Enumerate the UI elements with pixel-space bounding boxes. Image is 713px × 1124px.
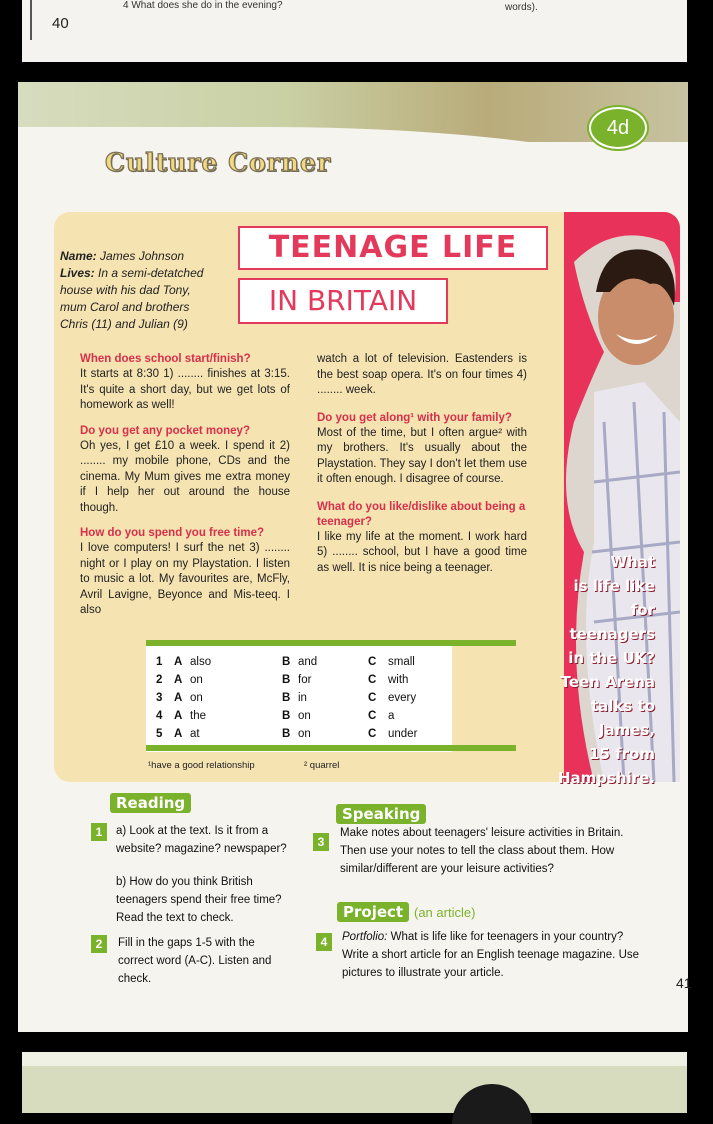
name-label: Name: [60, 249, 97, 263]
option-a: on [190, 692, 203, 704]
footnote-2: ² quarrel [304, 760, 340, 771]
option-b: on [298, 710, 311, 722]
exercise-2: Fill in the gaps 1-5 with the correct word (A-C). Listen and check. [118, 937, 272, 985]
caption-line: What [610, 553, 655, 571]
previous-page-question: 4 What does she do in the evening? [123, 0, 283, 11]
exercise-4 [342, 928, 652, 982]
option-letter: A [174, 692, 183, 704]
exercise-number: 2 [91, 935, 107, 953]
exercise-number: 4 [316, 933, 332, 951]
option-letter: A [174, 674, 183, 686]
article-column-1 [80, 352, 290, 619]
answer-text: Most of the time, but I often argue² with my brothers. It's usually about the Playstation. They say I don't let them use it often enough. I disagree of course. [317, 426, 527, 485]
option-letter: A [174, 728, 183, 740]
previous-page-number: 40 [52, 15, 69, 32]
option-a: the [190, 710, 206, 722]
option-number: 4 [156, 710, 163, 722]
option-letter: B [282, 710, 291, 722]
option-number: 5 [156, 728, 163, 740]
question-heading: When does school start/finish? [80, 353, 251, 365]
option-row [156, 710, 456, 728]
option-b: in [298, 692, 307, 704]
exercise-1a: a) Look at the text. Is it from a website? magazine? newspaper? [116, 825, 287, 855]
caption-line: is life like [573, 577, 655, 595]
exercise-3: Make notes about teenagers' leisure activities in Britain. Then use your notes to tell the class about them. How similar/different are your leisure activities? [340, 827, 624, 875]
option-c: a [388, 710, 395, 722]
option-number: 2 [156, 674, 163, 686]
option-a: on [190, 674, 203, 686]
article-column-2 [317, 352, 527, 576]
caption-line: in the UK? [568, 649, 655, 667]
option-b: and [298, 656, 318, 668]
option-number: 3 [156, 692, 163, 704]
option-row [156, 692, 456, 710]
answer-text: I like my life at the moment. I work hard 5) ........ school, but I have a good time as well. It is nice being a teenager. [317, 530, 527, 574]
question-heading: Do you get any pocket money? [80, 424, 250, 437]
option-letter: C [368, 710, 377, 722]
caption-line: 15 from [589, 745, 655, 763]
option-letter: C [368, 728, 377, 740]
option-row [156, 674, 456, 692]
option-a: at [190, 728, 200, 740]
next-page-banner [22, 1066, 687, 1113]
lives-label: Lives: [60, 266, 95, 280]
project-heading: Project [337, 902, 409, 922]
option-row [156, 728, 456, 746]
previous-page-fragment: words). [505, 2, 538, 13]
question-heading: What do you like/dislike about being a teenager? [317, 500, 526, 528]
option-c: every [388, 692, 417, 704]
margin-line [30, 0, 32, 40]
option-c: under [388, 728, 418, 740]
options-top-bar [146, 640, 516, 646]
speaking-heading: Speaking [336, 804, 426, 824]
option-c: with [388, 674, 409, 686]
footnote-1: ¹have a good relationship [148, 760, 255, 771]
caption-line: talks to [590, 697, 655, 715]
option-letter: C [368, 656, 377, 668]
option-letter: C [368, 692, 377, 704]
option-letter: C [368, 674, 377, 686]
option-b: for [298, 674, 312, 686]
option-letter: B [282, 656, 291, 668]
option-letter: B [282, 692, 291, 704]
article-title-line1: TEENAGE LIFE [238, 226, 548, 270]
profile-name: James Johnson [100, 249, 185, 263]
exercise-number: 1 [91, 823, 107, 841]
answer-text: I love computers! I surf the net 3) ........ night or I play on my Playstation. I listen to music a lot. My favourites are, McFly, Avril Lavigne, Beyonce and Mis-teeq. I also [80, 542, 290, 616]
caption-line: Hampshire. [557, 769, 655, 787]
option-number: 1 [156, 656, 163, 668]
article-title-line2: IN BRITAIN [238, 278, 448, 324]
exercise-1b: b) How do you think British teenagers spend their free time? Read the text to check. [116, 876, 282, 924]
profile-block [60, 248, 210, 333]
caption-line: Teen Arena [560, 673, 655, 691]
profile-lives: In a semi-detatched house with his dad Tony, mum Carol and brothers Chris (11) and Julian (9) [60, 266, 204, 331]
exercise-number: 3 [313, 833, 329, 851]
project-subtitle: (an article) [414, 905, 476, 920]
portfolio-label: Portfolio: [342, 931, 388, 943]
answer-text: It starts at 8:30 1) ........ finishes at 3:15. It's quite a short day, but we get lots of homework as well! [80, 368, 290, 411]
question-heading: How do you spend you free time? [80, 527, 265, 539]
option-a: also [190, 656, 212, 668]
unit-badge: 4d [589, 107, 647, 149]
option-letter: A [174, 710, 183, 722]
page-number: 41 [676, 975, 692, 991]
option-c: small [388, 656, 415, 668]
option-row [156, 656, 456, 674]
option-b: on [298, 728, 311, 740]
answer-text: watch a lot of television. Eastenders is the best soap opera. It's on four times 4) ........ week. [317, 353, 527, 396]
reading-heading: Reading [110, 793, 191, 813]
photo-caption [545, 550, 655, 790]
caption-line: James, [598, 721, 655, 739]
section-title: Culture Corner [105, 148, 332, 177]
option-letter: A [174, 656, 183, 668]
previous-page-strip [22, 0, 687, 62]
caption-line: for teenagers [569, 601, 655, 643]
next-page-strip [22, 1052, 687, 1113]
question-heading: Do you get along¹ with your family? [317, 411, 512, 424]
option-letter: B [282, 674, 291, 686]
exercise-4-text: What is life like for teenagers in your country? Write a short article for an English teenage magazine. Use pictures to illustrate your article. [342, 931, 640, 979]
answer-text: Oh yes, I get £10 a week. I spend it 2) ........ my mobile phone, CDs and the cinema. My Mum gives me extra money if I help her out around the house though. [80, 439, 290, 514]
option-letter: B [282, 728, 291, 740]
